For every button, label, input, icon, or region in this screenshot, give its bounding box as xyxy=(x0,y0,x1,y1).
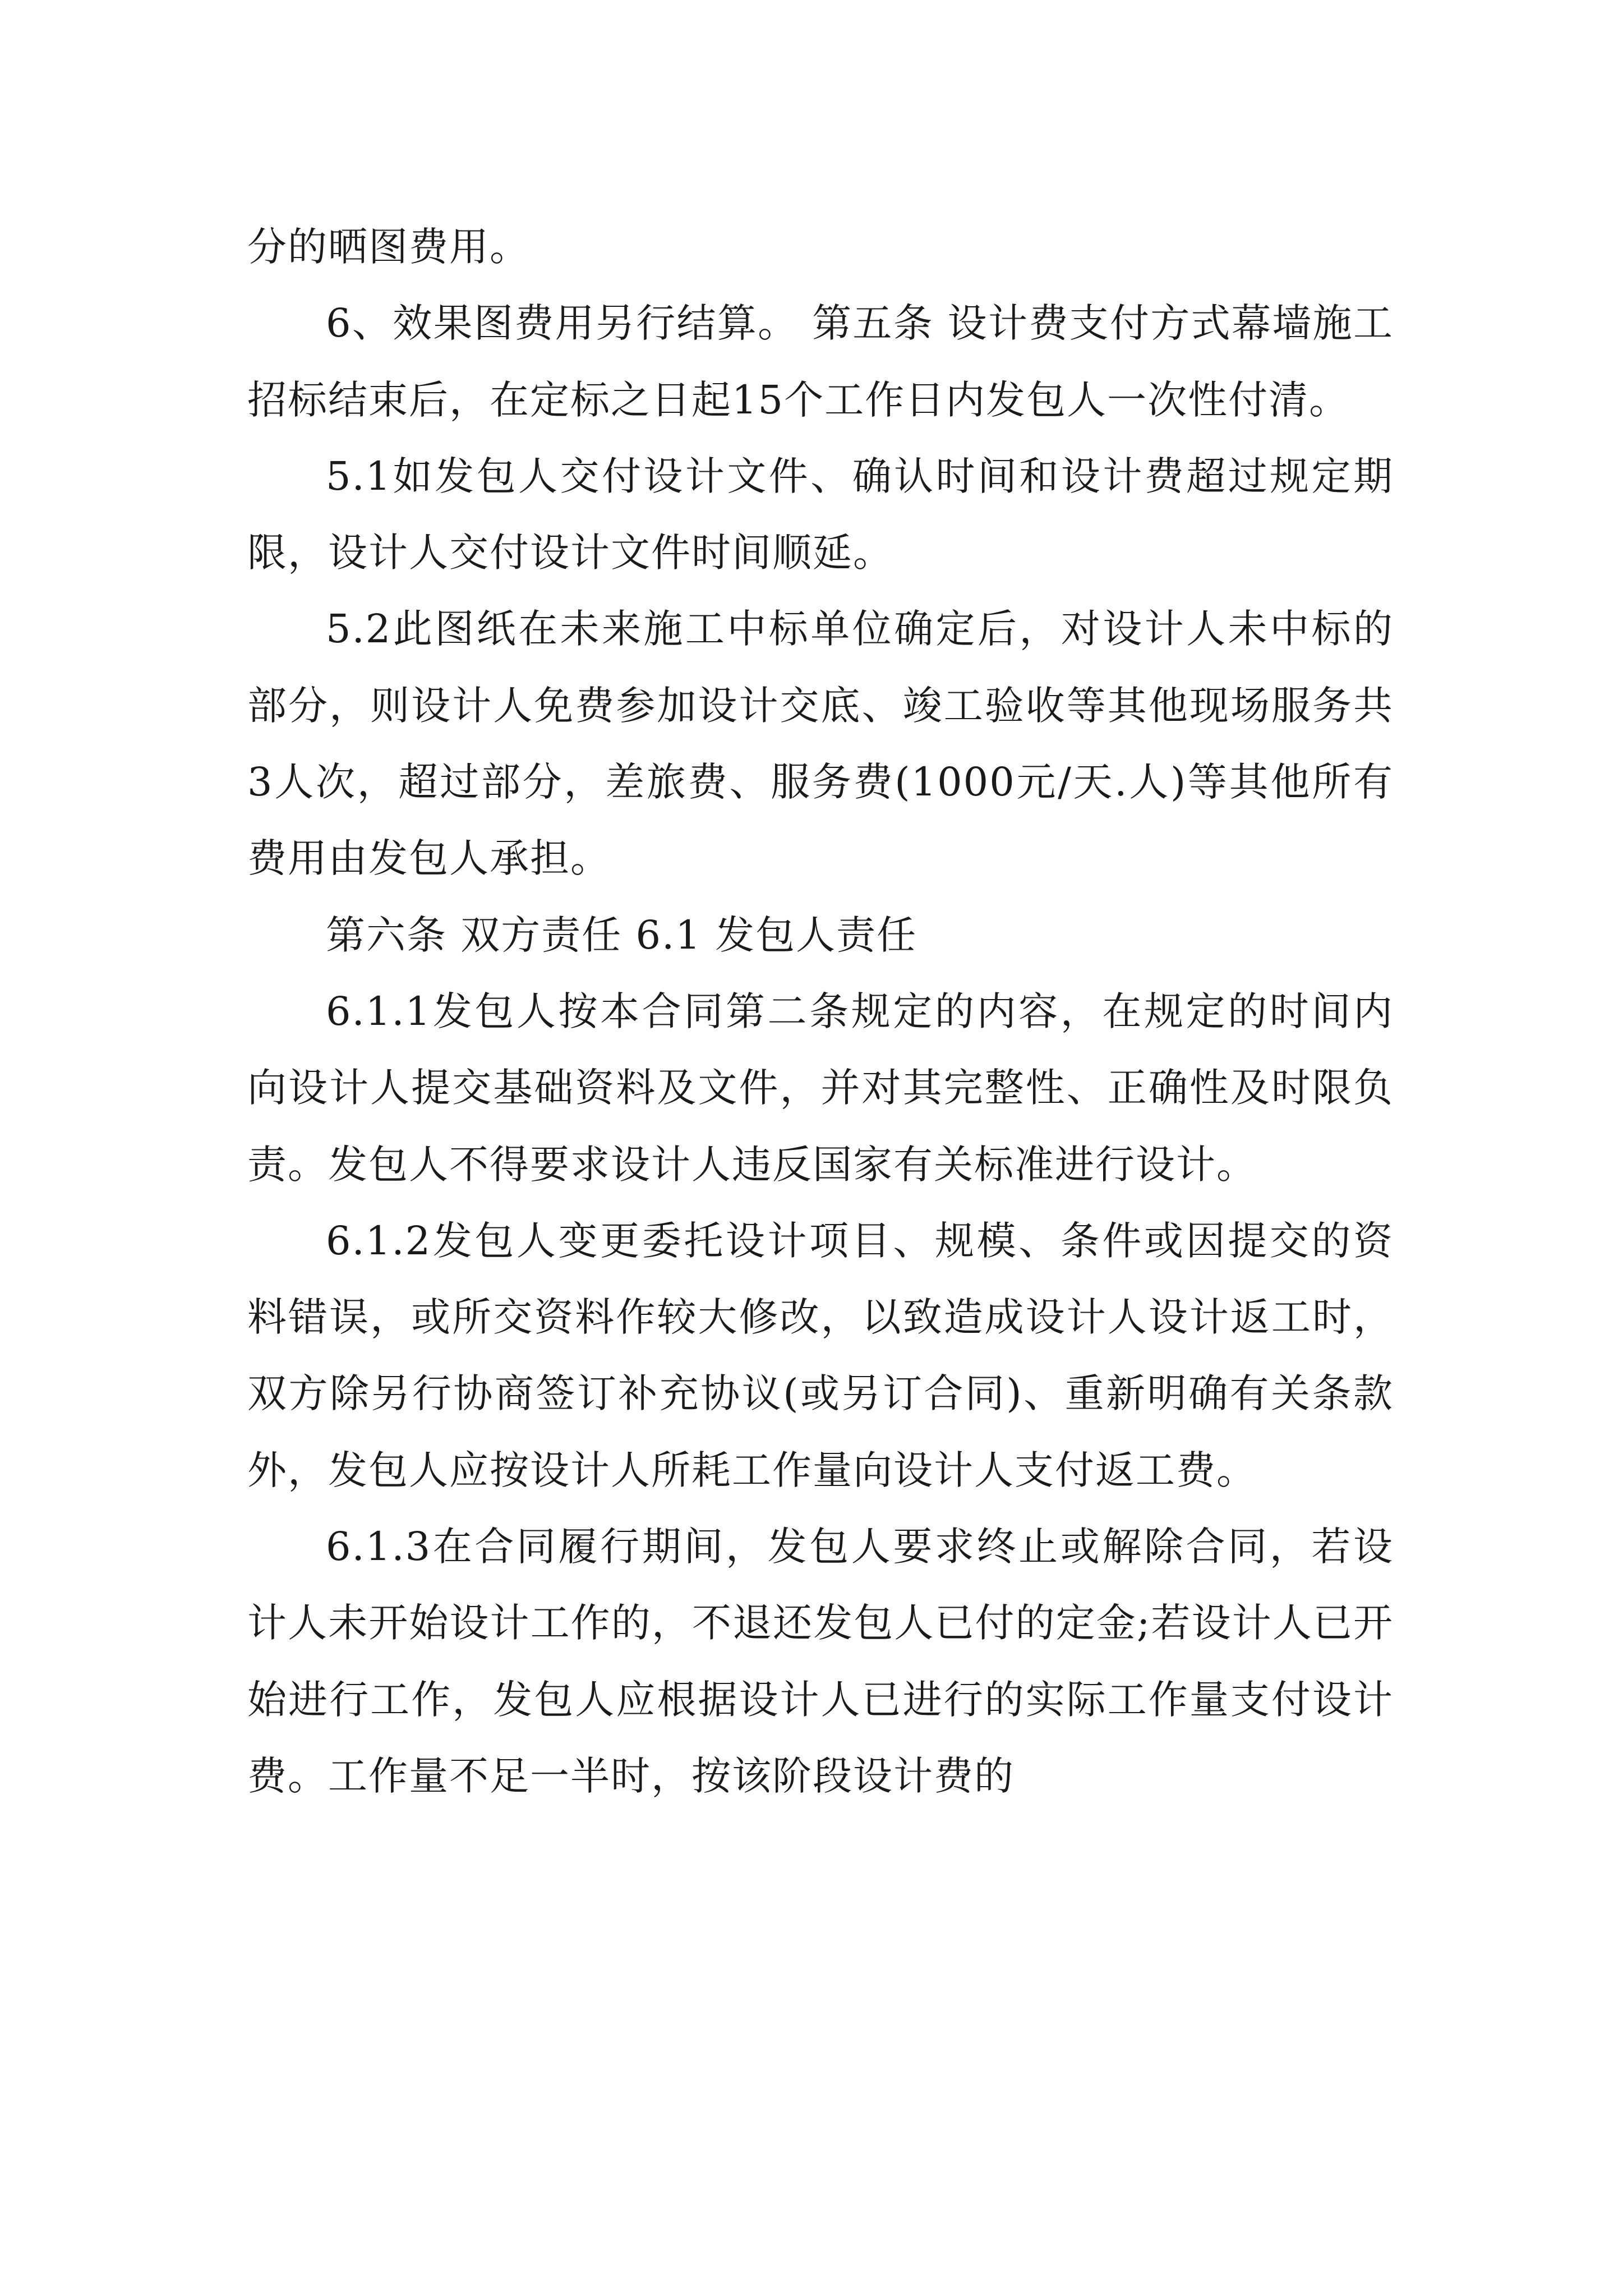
paragraph-5-1: 5.1如发包人交付设计文件、确认时间和设计费超过规定期限，设计人交付设计文件时间顺延。 xyxy=(247,453,1394,576)
paragraph-continuation: 分的晒图费用。 xyxy=(247,224,530,270)
paragraph-6-1-3: 6.1.3在合同履行期间，发包人要求终止或解除合同，若设计人未开始设计工作的，不退还发包人已付的定金;若设计人已开始进行工作，发包人应根据设计人已进行的实际工作量支付设计费。工作量不足一半时，按该阶段设计费的 xyxy=(247,1524,1394,1799)
paragraph-6-1-1: 6.1.1发包人按本合同第二条规定的内容，在规定的时间内向设计人提交基础资料及文件，并对其完整性、正确性及时限负责。发包人不得要求设计人违反国家有关标准进行设计。 xyxy=(247,988,1394,1188)
paragraph-article-5: 6、效果图费用另行结算。 第五条 设计费支付方式幕墙施工招标结束后，在定标之日起15个工作日内发包人一次性付清。 xyxy=(247,300,1394,423)
document-body xyxy=(247,209,1394,1814)
paragraph-6-1-2: 6.1.2发包人变更委托设计项目、规模、条件或因提交的资料错误，或所交资料作较大修改，以致造成设计人设计返工时，双方除另行协商签订补充协议(或另订合同)、重新明确有关条款外，发包人应按设计人所耗工作量向设计人支付返工费。 xyxy=(247,1217,1394,1493)
paragraph-5-2: 5.2此图纸在未来施工中标单位确定后，对设计人未中标的部分，则设计人免费参加设计交底、竣工验收等其他现场服务共3人次，超过部分，差旅费、服务费(1000元/天.人)等其他所有费用由发包人承担。 xyxy=(247,606,1394,882)
paragraph-article-6-heading: 第六条 双方责任 6.1 发包人责任 xyxy=(326,912,917,958)
